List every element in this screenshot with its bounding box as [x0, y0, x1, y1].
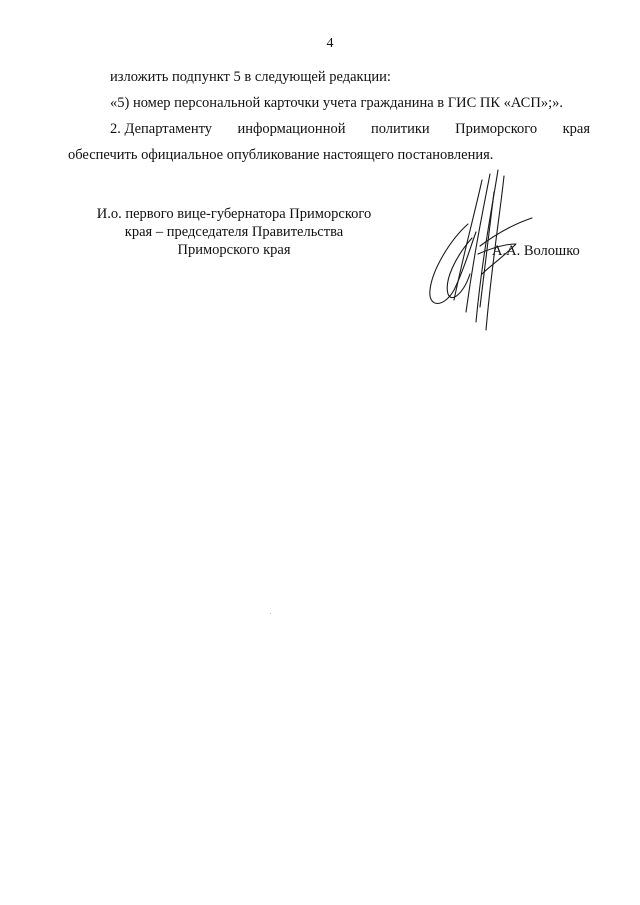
- signer-title-line: И.о. первого вице-губернатора Приморского: [96, 206, 372, 222]
- body-line-1: изложить подпункт 5 в следующей редакции:: [110, 69, 391, 85]
- signer-title-line: края – председателя Правительства: [124, 224, 344, 240]
- page-number: 4: [326, 36, 334, 51]
- body-line-3: [110, 120, 590, 138]
- scan-speck: [270, 613, 271, 614]
- body-line-3-word: политики: [370, 121, 430, 137]
- signer-title: [78, 205, 390, 259]
- body-line-3-word: 2. Департаменту: [110, 121, 212, 137]
- body-line-2: «5) номер персональной карточки учета гражданина в ГИС ПК «АСП»;».: [110, 95, 563, 111]
- signer-name: А.А. Волошко: [492, 243, 580, 259]
- body-line-3-word: края: [562, 121, 590, 137]
- body-line-4: обеспечить официальное опубликование настоящего постановления.: [68, 147, 494, 163]
- body-line-3-word: Приморского: [455, 121, 538, 137]
- body-line-3-word: информационной: [237, 121, 346, 137]
- signer-title-line: Приморского края: [177, 242, 291, 258]
